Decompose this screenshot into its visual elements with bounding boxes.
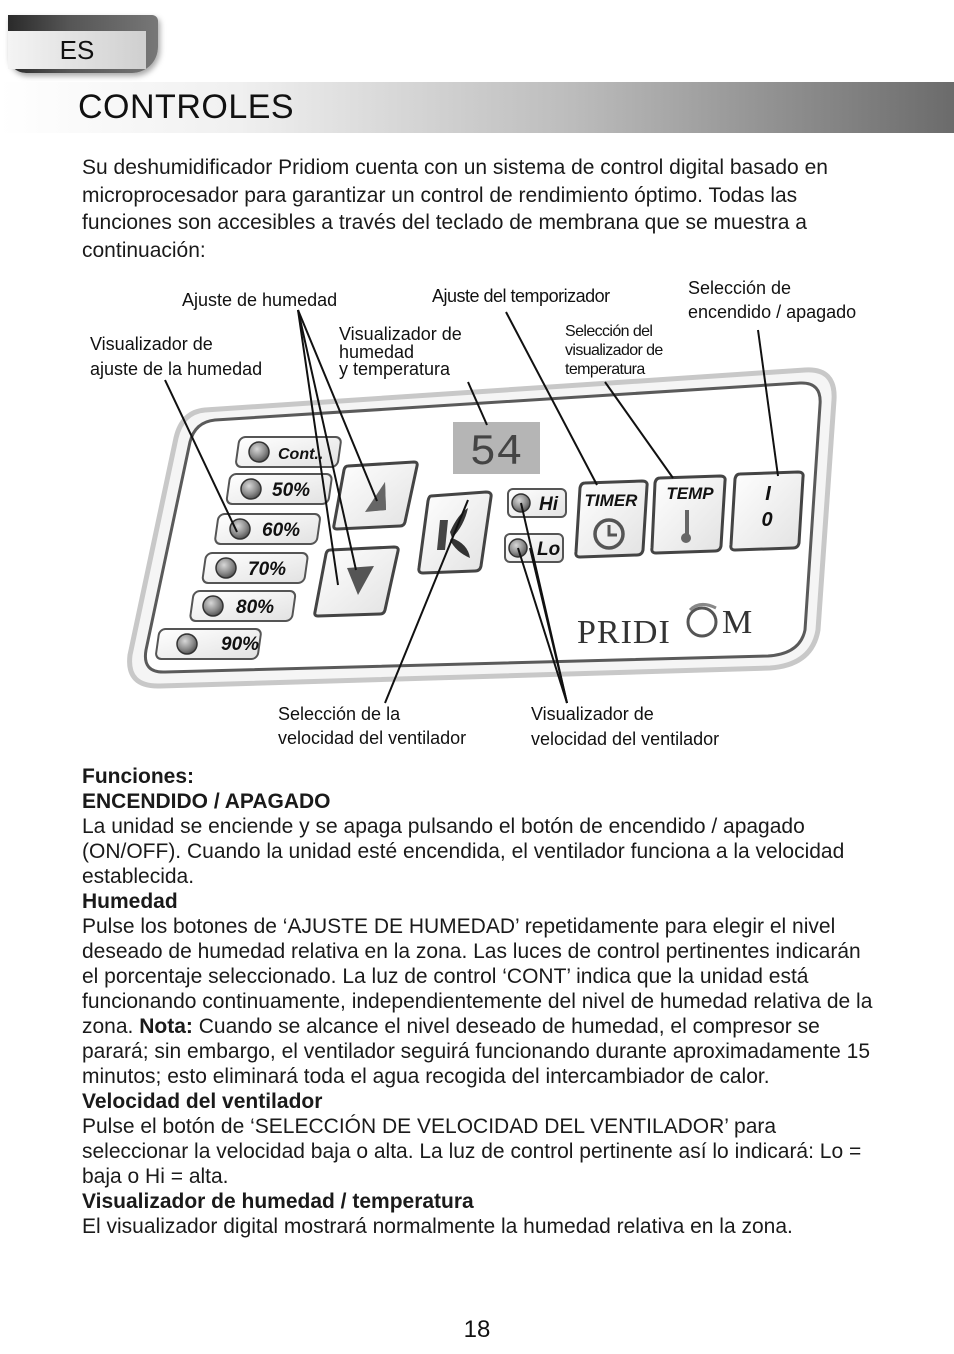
led-indicator xyxy=(177,634,197,654)
power-off-label: 0 xyxy=(761,509,773,531)
humidity-level-label: 80% xyxy=(236,597,275,618)
temp-button[interactable] xyxy=(652,476,725,553)
humidity-text: Pulse los botones de ‘AJUSTE DE HUMEDAD’ repetidamente para elegir el nivel deseado de humedad relativa en la zona. Las luces de control pertinentes indicarán el porcentaje seleccionado. La luz de control ‘CONT’ indica que la unidad está funcionando continuamente, independientemente del nivel de humedad relativa de la zona. xyxy=(82,915,873,1038)
fan-hi-indicator xyxy=(508,489,566,517)
fan-text: Pulse el botón de ‘SELECCIÓN DE VELOCIDAD DEL VENTILADOR’ para seleccionar la velocidad baja o alta. La luz de control pertinente así lo indicará: Lo = baja o Hi = alta. xyxy=(82,1115,862,1188)
temp-label: TEMP xyxy=(666,484,714,503)
label-humidity-setting-display-2: ajuste de la humedad xyxy=(90,359,263,379)
led-indicator xyxy=(203,596,223,616)
label-power-select-2: encendido / apagado xyxy=(688,302,857,322)
timer-label: TIMER xyxy=(584,491,638,510)
power-button[interactable] xyxy=(731,472,803,550)
led-indicator xyxy=(241,479,261,499)
page-title: CONTROLES xyxy=(78,88,295,126)
display-value: 54 xyxy=(469,428,523,478)
functions-section xyxy=(82,764,882,1239)
label-hum-temp-display-3: y temperatura xyxy=(339,359,451,379)
functions-heading: Funciones: xyxy=(82,765,195,788)
language-code: ES xyxy=(8,31,146,69)
humidity-level-50[interactable] xyxy=(226,474,332,504)
control-panel-diagram xyxy=(0,270,954,760)
humidity-paragraph xyxy=(82,914,882,1089)
label-humidity-adjust: Ajuste de humedad xyxy=(182,290,338,310)
label-humidity-setting-display-1: Visualizador de xyxy=(90,334,213,354)
power-on-label: I xyxy=(765,483,771,505)
label-fan-speed-display-2: velocidad del ventilador xyxy=(531,729,720,749)
humidity-level-cont[interactable] xyxy=(235,437,341,467)
label-timer-adjust: Ajuste del temporizador xyxy=(432,286,610,306)
humidity-level-label: Cont.. xyxy=(278,446,324,463)
fan-hi-label: Hi xyxy=(539,494,558,515)
label-hum-temp-display-1: Visualizador de xyxy=(339,324,462,344)
fan-lo-label: Lo xyxy=(537,539,561,560)
humidity-temperature-display xyxy=(453,422,540,478)
power-text: La unidad se enciende y se apaga pulsando el botón de encendido / apagado (ON/OFF). Cuando la unidad esté encendida, el ventilador funciona a la velocidad establecida. xyxy=(82,815,845,888)
led-indicator xyxy=(249,442,269,462)
humidity-level-label: 50% xyxy=(272,480,311,501)
fan-heading: Velocidad del ventilador xyxy=(82,1090,323,1113)
humidity-down-button[interactable] xyxy=(315,547,398,616)
led-indicator xyxy=(216,558,236,578)
label-power-select-1: Selección de xyxy=(688,278,792,298)
humidity-level-label: 70% xyxy=(248,559,287,580)
logo-text-left: PRIDI xyxy=(577,614,671,651)
humidity-level-70[interactable] xyxy=(202,553,308,583)
logo-text-right: M xyxy=(722,604,753,641)
label-temp-display-select-2: visualizador de xyxy=(565,342,663,359)
note-label: Nota: xyxy=(139,1015,193,1038)
label-fan-speed-select-2: velocidad del ventilador xyxy=(278,728,467,748)
timer-button[interactable] xyxy=(576,481,647,557)
intro-paragraph: Su deshumidificador Pridiom cuenta con un sistema de control digital basado en microprocesador para garantizar un control de rendimiento óptimo. Todas las funciones son accesibles a través del teclado de membrana que se muestra a continuación: xyxy=(82,156,828,262)
humidity-level-label: 90% xyxy=(221,634,260,655)
display-heading: Visualizador de humedad / temperatura xyxy=(82,1190,474,1213)
note-text: Cuando se alcance el nivel deseado de humedad, el compresor se parará; sin embargo, el ventilador seguirá funcionando durante aproximadamente 15 minutos; esto eliminará toda el agua recogida del intercambiador de calor. xyxy=(82,1015,870,1088)
page-number: 18 xyxy=(463,1316,491,1343)
humidity-heading: Humedad xyxy=(82,890,178,913)
label-temp-display-select-3: temperatura xyxy=(565,361,645,378)
power-heading: ENCENDIDO / APAGADO xyxy=(82,790,331,813)
label-fan-speed-select-1: Selección de la xyxy=(278,704,401,724)
label-temp-display-select-1: Selección del xyxy=(565,323,653,340)
humidity-level-80[interactable] xyxy=(190,591,296,621)
display-text: El visualizador digital mostrará normalmente la humedad relativa en la zona. xyxy=(82,1215,793,1238)
humidity-level-label: 60% xyxy=(262,520,301,541)
language-tab xyxy=(8,15,158,73)
humidity-level-90[interactable] xyxy=(155,629,261,659)
label-fan-speed-display-1: Visualizador de xyxy=(531,704,654,724)
label-hum-temp-display-2: humedad xyxy=(339,342,415,362)
